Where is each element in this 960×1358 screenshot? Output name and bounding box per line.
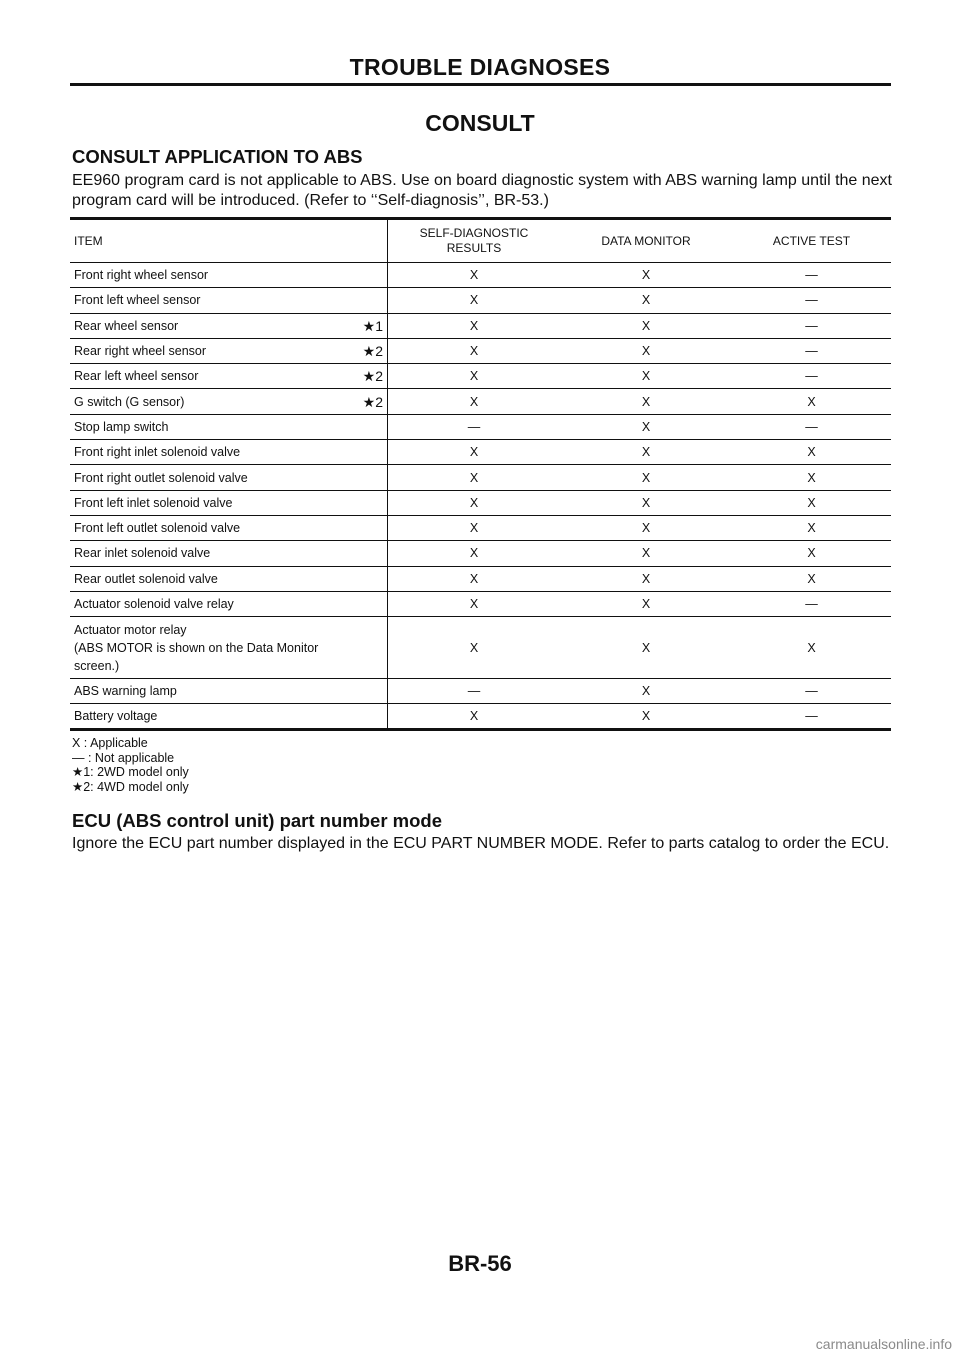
active-test-cell: X xyxy=(807,521,816,536)
active-test-cell: — xyxy=(805,293,818,308)
self-diagnostic-cell: X xyxy=(469,546,479,561)
ecu-section-body: Ignore the ECU part number displayed in the ECU PART NUMBER MODE. Refer to parts catalog to order the ECU. xyxy=(72,835,890,852)
item-cell xyxy=(70,591,388,616)
data-monitor-cell: X xyxy=(641,293,651,308)
table-row xyxy=(70,465,891,490)
active-test-cell: X xyxy=(807,640,816,655)
model-note-badge: ★2 xyxy=(362,343,383,360)
table-row xyxy=(70,389,891,414)
item-label: Front right outlet solenoid valve xyxy=(74,470,248,485)
self-diagnostic-cell: X xyxy=(469,521,479,536)
self-diagnostic-cell: X xyxy=(469,470,479,485)
item-label: Front right wheel sensor xyxy=(74,268,209,283)
table-row xyxy=(70,490,891,515)
active-test-cell: — xyxy=(805,268,818,283)
item-label: Rear outlet solenoid valve xyxy=(74,571,218,586)
table-row xyxy=(70,263,891,288)
data-monitor-cell: X xyxy=(641,268,651,283)
item-cell xyxy=(70,566,388,591)
active-test-cell: — xyxy=(805,318,818,333)
column-header-self-diagnostic xyxy=(388,219,561,263)
item-cell xyxy=(70,288,388,313)
active-test-cell: X xyxy=(807,571,816,586)
active-test-cell: X xyxy=(807,546,816,561)
table-row xyxy=(70,313,891,338)
item-label: Battery voltage xyxy=(74,709,158,724)
table-row xyxy=(70,679,891,704)
table-row xyxy=(70,288,891,313)
table-row xyxy=(70,440,891,465)
intro-paragraph: EE960 program card is not applicable to ABS. Use on board diagnostic system with ABS warning lamp until the next program card will be introduced. (Refer to ‘‘Self-diagnosis’’, BR-53.) xyxy=(72,172,892,209)
legend-line: — : Not applicable xyxy=(72,750,175,765)
item-cell xyxy=(70,263,388,288)
item-label: Stop lamp switch xyxy=(74,419,169,434)
item-label: Actuator solenoid valve relay xyxy=(74,597,234,611)
data-monitor-cell: X xyxy=(641,419,651,434)
data-monitor-cell: X xyxy=(641,344,651,359)
data-monitor-cell: X xyxy=(641,597,651,611)
item-label: Front right inlet solenoid valve xyxy=(74,445,241,460)
table-row xyxy=(70,591,891,616)
item-label: Rear wheel sensor xyxy=(74,318,179,333)
table-row xyxy=(70,566,891,591)
active-test-cell: — xyxy=(805,369,818,384)
item-label: G switch (G sensor) xyxy=(74,394,185,409)
self-diagnostic-cell: X xyxy=(469,640,479,655)
active-test-cell: — xyxy=(805,709,818,724)
column-header-data-monitor: DATA MONITOR xyxy=(601,233,691,248)
item-label: ABS warning lamp xyxy=(74,684,177,699)
item-label: Rear left wheel sensor xyxy=(74,369,199,384)
table-row xyxy=(70,704,891,729)
data-monitor-cell: X xyxy=(641,318,651,333)
active-test-cell: — xyxy=(805,597,818,611)
active-test-cell: X xyxy=(807,445,816,460)
item-cell xyxy=(70,364,388,389)
item-label-continuation: screen.) xyxy=(74,658,120,673)
data-monitor-cell: X xyxy=(641,640,651,655)
column-header-active-test: ACTIVE TEST xyxy=(772,233,851,248)
item-cell xyxy=(70,414,388,439)
active-test-cell: — xyxy=(805,344,818,359)
self-diagnostic-cell: X xyxy=(469,495,479,510)
data-monitor-cell: X xyxy=(641,495,651,510)
active-test-cell: X xyxy=(807,394,816,409)
item-label-continuation: (ABS MOTOR is shown on the Data Monitor xyxy=(74,640,319,655)
item-cell xyxy=(70,490,388,515)
item-cell xyxy=(70,515,388,540)
item-label: Rear right wheel sensor xyxy=(74,344,207,359)
page-number: BR-56 xyxy=(448,1251,512,1276)
item-cell xyxy=(70,679,388,704)
ecu-section-title: ECU (ABS control unit) part number mode xyxy=(72,810,442,831)
self-diagnostic-cell: X xyxy=(469,571,479,586)
column-header-item: ITEM xyxy=(70,219,388,263)
page-header-title: TROUBLE DIAGNOSES xyxy=(349,54,611,80)
item-cell xyxy=(70,440,388,465)
self-diagnostic-cell: — xyxy=(467,684,481,699)
table-row xyxy=(70,515,891,540)
data-monitor-cell: X xyxy=(641,709,651,724)
item-label: Front left inlet solenoid valve xyxy=(74,495,233,510)
active-test-cell: X xyxy=(807,495,816,510)
section-title: CONSULT xyxy=(425,110,535,136)
self-diagnostic-cell: — xyxy=(467,419,481,434)
active-test-cell: — xyxy=(805,419,818,434)
active-test-cell: — xyxy=(805,684,818,699)
item-cell xyxy=(70,704,388,729)
self-diagnostic-cell: X xyxy=(469,709,479,724)
data-monitor-cell: X xyxy=(641,445,651,460)
table-row xyxy=(70,414,891,439)
data-monitor-cell: X xyxy=(641,369,651,384)
item-label: Front left wheel sensor xyxy=(74,293,201,308)
model-note-badge: ★2 xyxy=(362,368,383,385)
item-label: Rear inlet solenoid valve xyxy=(74,546,211,561)
self-diagnostic-cell: X xyxy=(469,268,479,283)
table-body xyxy=(70,263,891,730)
item-label: Actuator motor relay xyxy=(74,622,187,637)
self-diagnostic-cell: X xyxy=(469,445,479,460)
data-monitor-cell: X xyxy=(641,546,651,561)
item-cell xyxy=(70,389,388,414)
item-label: Front left outlet solenoid valve xyxy=(74,521,241,536)
subsection-title: CONSULT APPLICATION TO ABS xyxy=(72,146,363,167)
table-row xyxy=(70,338,891,363)
table-row xyxy=(70,617,891,679)
model-note-badge: ★2 xyxy=(362,393,383,410)
item-cell xyxy=(70,617,388,679)
data-monitor-cell: X xyxy=(641,394,651,409)
item-cell xyxy=(70,338,388,363)
table-header-row xyxy=(70,219,891,263)
table-row xyxy=(70,364,891,389)
consult-application-table xyxy=(70,217,891,731)
header-rule xyxy=(70,83,891,86)
legend-line: X : Applicable xyxy=(72,736,148,750)
data-monitor-cell: X xyxy=(641,571,651,586)
item-cell xyxy=(70,541,388,566)
self-diagnostic-cell: X xyxy=(469,369,479,384)
data-monitor-cell: X xyxy=(641,684,651,699)
model-note-badge: ★1 xyxy=(362,317,383,334)
self-diagnostic-cell: X xyxy=(469,293,479,308)
table-row xyxy=(70,541,891,566)
legend-line: ★2: 4WD model only xyxy=(72,779,189,794)
data-monitor-cell: X xyxy=(641,521,651,536)
active-test-cell: X xyxy=(807,470,816,485)
item-cell xyxy=(70,313,388,338)
legend-line: ★1: 2WD model only xyxy=(72,765,189,779)
self-diagnostic-cell: X xyxy=(469,344,479,359)
self-diagnostic-cell: X xyxy=(469,597,479,611)
data-monitor-cell: X xyxy=(641,470,651,485)
watermark: carmanualsonline.info xyxy=(815,1336,952,1352)
self-diagnostic-cell: X xyxy=(469,394,479,409)
table-legend xyxy=(72,736,189,794)
item-cell xyxy=(70,465,388,490)
self-diagnostic-cell: X xyxy=(469,318,479,333)
column-header-self-diagnostic-label: SELF-DIAGNOSTIC RESULTS xyxy=(419,226,529,255)
